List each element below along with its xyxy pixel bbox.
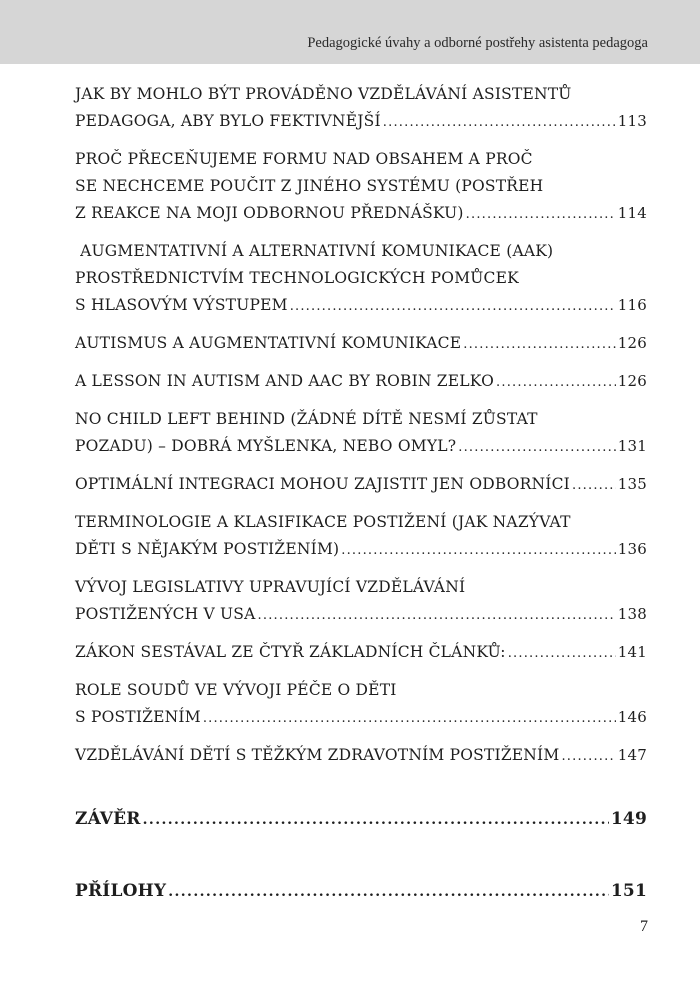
toc-entry[interactable] [75,330,647,358]
toc-entry-text: A LESSON IN AUTISM AND AAC BY ROBIN ZELKO [75,372,495,390]
toc-entry[interactable] [75,368,647,396]
toc-page-number: 147 [617,746,647,764]
toc-entry[interactable] [75,742,647,770]
toc-entry-text: AUTISMUS A AUGMENTATIVNÍ KOMUNIKACE [75,334,462,352]
toc-entry[interactable] [75,639,647,667]
toc-page-number: 149 [610,809,647,829]
toc-page-number: 126 [617,334,647,352]
toc-entry-last-line [75,368,647,396]
dot-leader [572,472,616,499]
dot-leader [258,602,616,629]
toc-entry-text: S HLASOVÝM VÝSTUPEM [75,296,288,314]
toc-entry-text: PEDAGOGA, ABY BYLO FEKTIVNĚJŠÍ [75,112,381,130]
toc-entry[interactable] [75,146,647,228]
toc-entry-last-line [75,330,647,358]
toc-page-number: 114 [617,204,647,222]
toc-entry-last-line [75,292,647,320]
dot-leader [168,879,609,906]
toc-entry-line: JAK BY MOHLO BÝT PROVÁDĚNO VZDĚLÁVÁNÍ ASISTENTŮ [75,85,572,103]
dot-leader [143,807,609,834]
toc-entry-line: NO CHILD LEFT BEHIND (ŽÁDNÉ DÍTĚ NESMÍ ZŮSTAT [75,410,538,428]
toc-entry-last-line [75,878,647,906]
toc-entry[interactable] [75,238,647,320]
toc-page-number: 131 [617,437,647,455]
toc-entry[interactable] [75,81,647,136]
toc-entry-text: S POSTIŽENÍM [75,708,201,726]
dot-leader [458,434,616,461]
toc-entry-line: SE NECHCEME POUČIT Z JINÉHO SYSTÉMU (POSTŘEH [75,177,544,195]
toc-major-text: PŘÍLOHY [75,881,167,901]
toc-entry-line: TERMINOLOGIE A KLASIFIKACE POSTIŽENÍ (JAK NAZÝVAT [75,513,571,531]
toc-entry-last-line [75,601,647,629]
toc-entry-text: VZDĚLÁVÁNÍ DĚTÍ S TĚŽKÝM ZDRAVOTNÍM POSTIŽENÍM [75,746,560,764]
toc-entry-line: AUGMENTATIVNÍ A ALTERNATIVNÍ KOMUNIKACE (AAK) [75,242,554,260]
toc-page-number: 141 [617,643,647,661]
toc-entry-last-line [75,639,647,667]
dot-leader [341,537,616,564]
toc-entry-last-line [75,108,647,136]
dot-leader [508,640,616,667]
toc-entry-text: ZÁKON SESTÁVAL ZE ČTYŘ ZÁKLADNÍCH ČLÁNKŮ: [75,643,506,661]
toc-page-number: 126 [617,372,647,390]
toc-page-number: 113 [617,112,647,130]
toc-page-number: 116 [617,296,647,314]
toc-page-number: 135 [617,475,647,493]
toc-entry[interactable] [75,574,647,629]
toc-entry-last-line [75,471,647,499]
dot-leader [203,705,616,732]
toc-page-number: 136 [617,540,647,558]
toc-page-number: 151 [610,881,647,901]
toc-major-text: ZÁVĚR [75,809,141,829]
toc-entry-last-line [75,433,647,461]
toc-entry[interactable] [75,509,647,564]
dot-leader [463,331,616,358]
toc-entry[interactable] [75,471,647,499]
toc-entry-text: OPTIMÁLNÍ INTEGRACI MOHOU ZAJISTIT JEN ODBORNÍCI [75,475,570,493]
toc-major-entry[interactable] [75,806,647,834]
toc-page-number: 146 [617,708,647,726]
toc-entry[interactable] [75,677,647,732]
toc-entry-line: PROČ PŘECEŇUJEME FORMU NAD OBSAHEM A PROČ [75,150,533,168]
toc-entry-text: Z REAKCE NA MOJI ODBORNOU PŘEDNÁŠKU) [75,204,464,222]
toc-entry[interactable] [75,406,647,461]
running-header-title: Pedagogické úvahy a odborné postřehy asistenta pedagoga [307,35,648,51]
toc-entry-text: POZADU) – DOBRÁ MYŠLENKA, NEBO OMYL? [75,437,457,455]
toc-entry-last-line [75,536,647,564]
toc-entry-line: VÝVOJ LEGISLATIVY UPRAVUJÍCÍ VZDĚLÁVÁNÍ [75,578,466,596]
page-number: 7 [640,918,648,935]
toc-entry-text: DĚTI S NĚJAKÝM POSTIŽENÍM) [75,540,340,558]
toc-entry-line: ROLE SOUDŮ VE VÝVOJI PÉČE O DĚTI [75,681,397,699]
running-header [0,0,700,64]
toc-major-entry[interactable] [75,878,647,906]
dot-leader [561,743,615,770]
toc-entry-text: POSTIŽENÝCH V USA [75,605,256,623]
toc-entry-line: PROSTŘEDNICTVÍM TECHNOLOGICKÝCH POMŮCEK [75,269,519,287]
toc-entry-last-line [75,200,647,228]
toc-entry-last-line [75,742,647,770]
toc-entry-last-line [75,704,647,732]
toc-page-number: 138 [617,605,647,623]
toc-entry-last-line [75,806,647,834]
dot-leader [290,293,616,320]
dot-leader [383,109,616,136]
dot-leader [466,201,616,228]
table-of-contents [75,81,647,916]
dot-leader [496,369,616,396]
